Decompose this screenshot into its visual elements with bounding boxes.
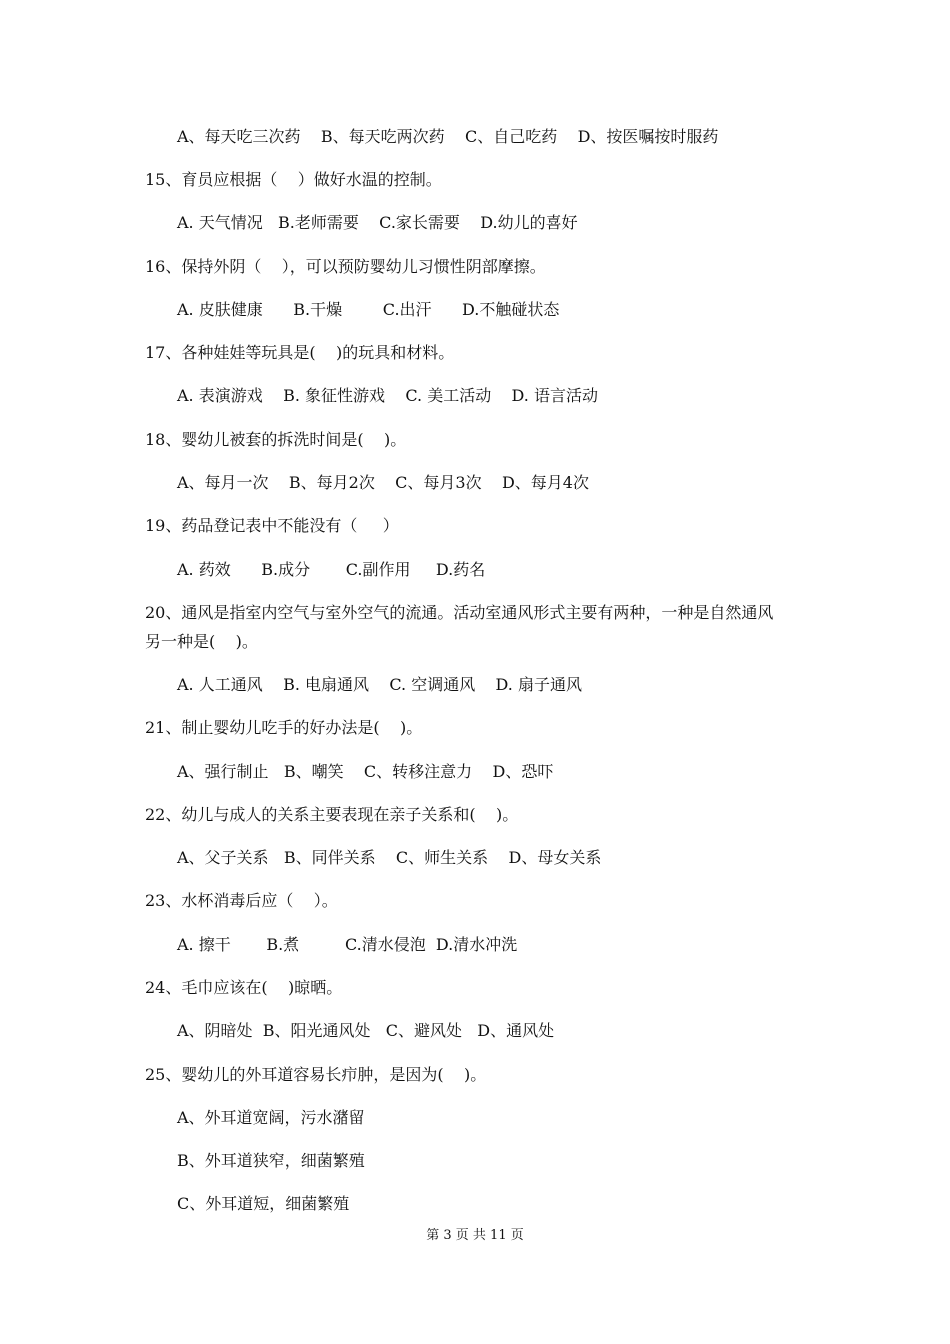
question-line: 22、幼儿与成人的关系主要表现在亲子关系和( )。 xyxy=(145,805,519,824)
option-line: A. 皮肤健康 B.干燥 C.出汗 D.不触碰状态 xyxy=(177,300,560,319)
question-line: 17、各种娃娃等玩具是( )的玩具和材料。 xyxy=(145,343,455,362)
option-line: A. 药效 B.成分 C.副作用 D.药名 xyxy=(177,560,486,579)
question-line: 25、婴幼儿的外耳道容易长疖肿，是因为( )。 xyxy=(145,1065,487,1084)
question-line: 19、药品登记表中不能没有（ ） xyxy=(145,516,399,535)
option-line: C、外耳道短，细菌繁殖 xyxy=(177,1194,350,1213)
option-line: A. 天气情况 B.老师需要 C.家长需要 D.幼儿的喜好 xyxy=(177,213,578,232)
question-line: 21、制止婴幼儿吃手的好办法是( )。 xyxy=(145,718,423,737)
option-line: A. 表演游戏 B. 象征性游戏 C. 美工活动 D. 语言活动 xyxy=(177,386,598,405)
question-line: 18、婴幼儿被套的拆洗时间是( )。 xyxy=(145,430,407,449)
option-line: A、每月一次 B、每月2次 C、每月3次 D、每月4次 xyxy=(177,473,589,492)
option-line: A、每天吃三次药 B、每天吃两次药 C、自己吃药 D、按医嘱按时服药 xyxy=(177,127,719,146)
option-line: A、阴暗处 B、阳光通风处 C、避风处 D、通风处 xyxy=(177,1021,555,1040)
option-line: A. 擦干 B.煮 C.清水侵泡 D.清水冲洗 xyxy=(177,935,518,954)
option-line: A、父子关系 B、同伴关系 C、师生关系 D、母女关系 xyxy=(177,848,602,867)
option-line: A、外耳道宽阔，污水潴留 xyxy=(177,1108,365,1127)
page-number-footer: 第 3 页 共 11 页 xyxy=(426,1228,524,1243)
option-line: A、强行制止 B、嘲笑 C、转移注意力 D、恐吓 xyxy=(177,762,554,781)
question-line: 15、育员应根据（ ）做好水温的控制。 xyxy=(145,170,442,189)
question-line: 24、毛巾应该在( )晾晒。 xyxy=(145,978,343,997)
question-line: 20、通风是指室内空气与室外空气的流通。活动室通风形式主要有两种，一种是自然通风 xyxy=(145,603,774,622)
option-line: A. 人工通风 B. 电扇通风 C. 空调通风 D. 扇子通风 xyxy=(177,675,582,694)
question-line: 16、保持外阴（ ），可以预防婴幼儿习惯性阴部摩擦。 xyxy=(145,257,546,276)
question-line: 23、水杯消毒后应（ ）。 xyxy=(145,891,338,910)
option-line: B、外耳道狭窄，细菌繁殖 xyxy=(177,1151,365,1170)
question-line-continued: 另一种是( )。 xyxy=(145,632,258,651)
